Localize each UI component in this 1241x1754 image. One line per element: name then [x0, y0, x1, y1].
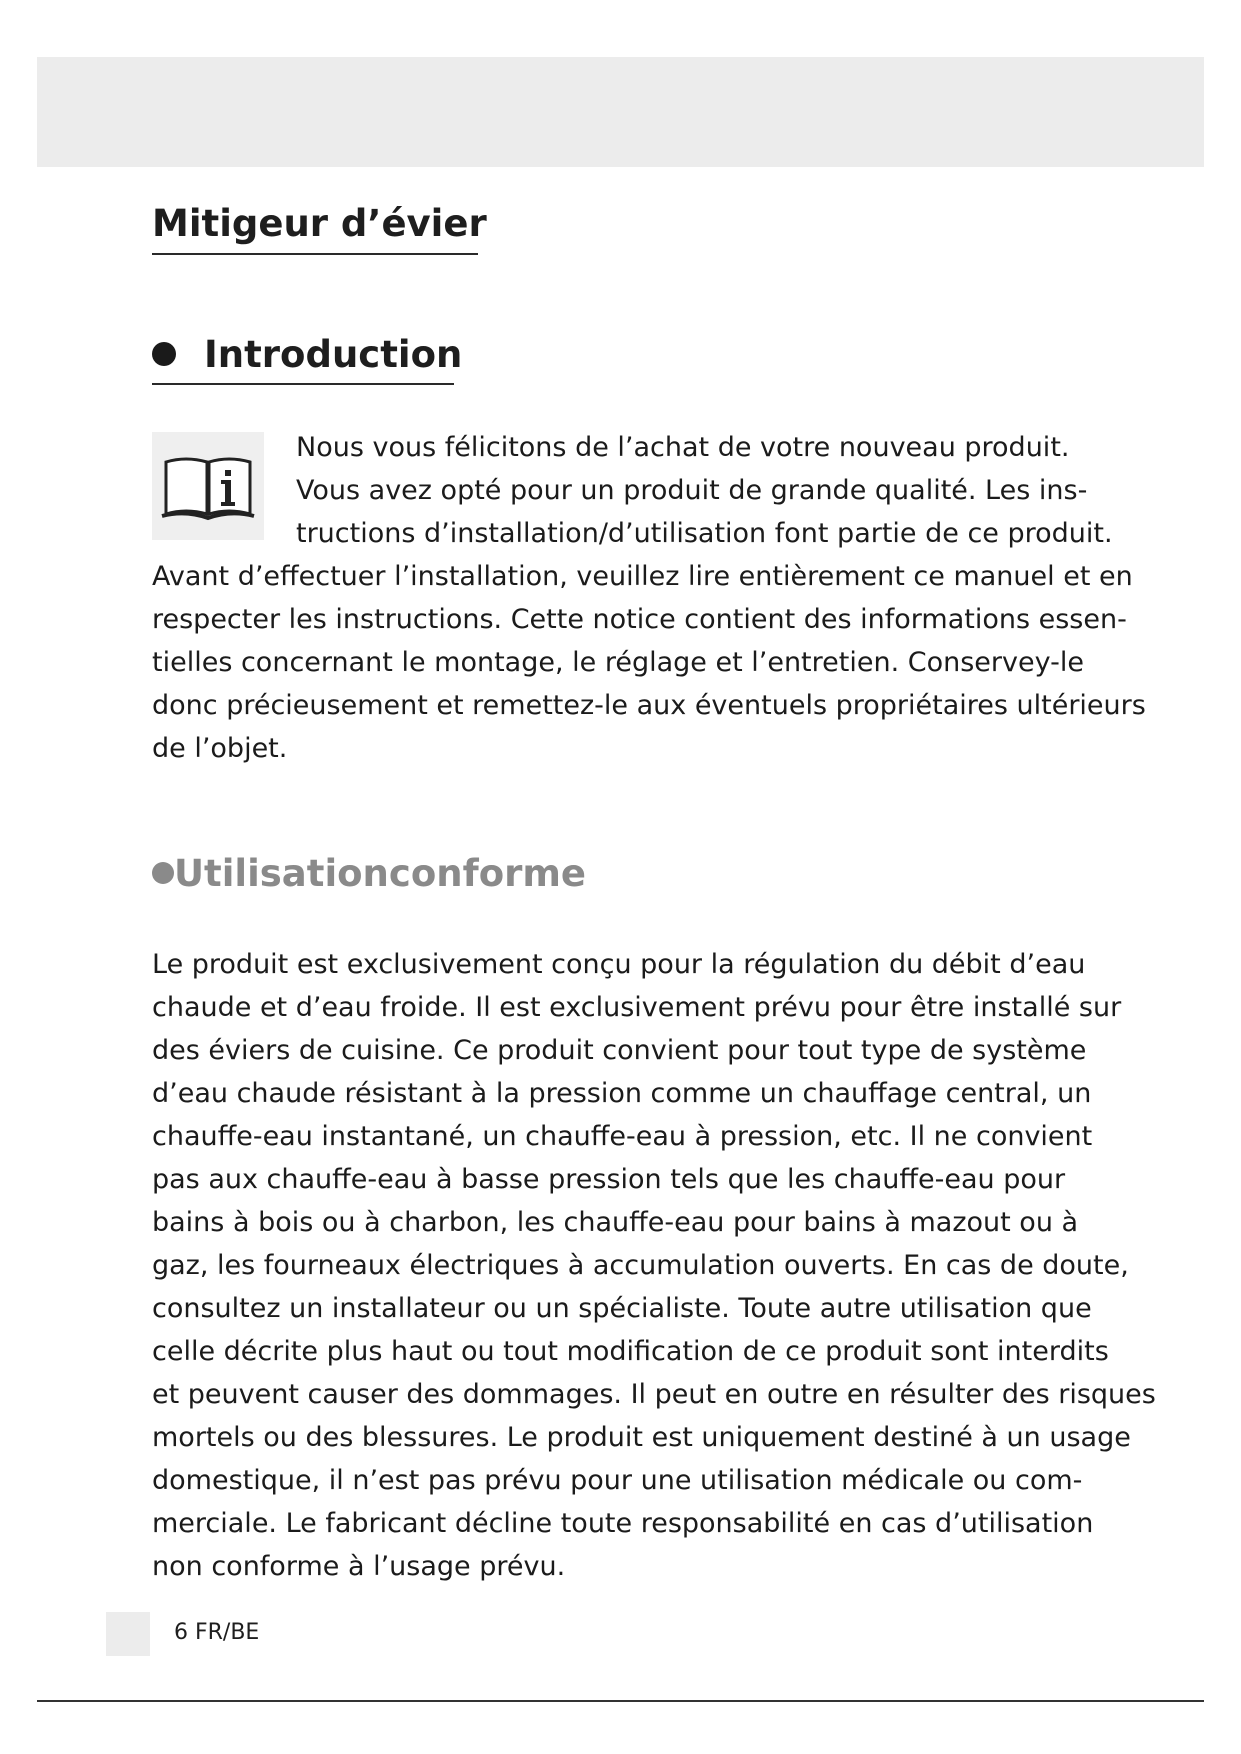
page-title: Mitigeur d’évier: [152, 202, 487, 245]
text-line: de l’objet.: [152, 733, 288, 764]
text-line: tielles concernant le montage, le réglage et l’entretien. Conservey-le: [152, 647, 1084, 678]
section-heading-introduction: [152, 333, 462, 376]
title-underline: [152, 253, 478, 255]
text-line: tructions d’installation/d’utilisation font partie de ce produit.: [296, 518, 1113, 549]
text-line: Le produit est exclusivement conçu pour la régulation du débit d’eau: [152, 949, 1086, 980]
text-line: domestique, il n’est pas prévu pour une utilisation médicale ou com-: [152, 1465, 1083, 1496]
text-line: gaz, les fourneaux électriques à accumulation ouverts. En cas de doute,: [152, 1250, 1129, 1281]
text-line: d’eau chaude résistant à la pression comme un chauffage central, un: [152, 1078, 1092, 1109]
text-line: bains à bois ou à charbon, les chauffe-eau pour bains à mazout ou à: [152, 1207, 1079, 1238]
text-line: merciale. Le fabricant décline toute responsabilité en cas d’utilisation: [152, 1508, 1094, 1539]
text-line: des éviers de cuisine. Ce produit convient pour tout type de système: [152, 1035, 1087, 1066]
header-band: [37, 57, 1204, 167]
text-line: chauffe-eau instantané, un chauffe-eau à pression, etc. Il ne convient: [152, 1121, 1093, 1152]
text-line: chaude et d’eau froide. Il est exclusivement prévu pour être installé sur: [152, 992, 1122, 1023]
section-heading-text: Utilisationconforme: [174, 852, 587, 895]
text-line: donc précieusement et remettez-le aux éventuels propriétaires ultérieurs: [152, 690, 1146, 721]
text-line: consultez un installateur ou un spécialiste. Toute autre utilisation que: [152, 1293, 1092, 1324]
text-line: et peuvent causer des dommages. Il peut en outre en résulter des risques: [152, 1379, 1156, 1410]
page-number: 6 FR/BE: [174, 1620, 260, 1645]
footer-rule: [37, 1700, 1204, 1702]
text-line: mortels ou des blessures. Le produit est uniquement destiné à un usage: [152, 1422, 1131, 1453]
info-book-icon: [152, 432, 264, 540]
text-line: pas aux chauffe-eau à basse pression tels que les chauffe-eau pour: [152, 1164, 1066, 1195]
text-line: respecter les instructions. Cette notice contient des informations essen-: [152, 604, 1127, 635]
text-line: non conforme à l’usage prévu.: [152, 1551, 566, 1582]
section-heading-usage: [152, 852, 586, 895]
text-line: Avant d’effectuer l’installation, veuillez lire entièrement ce manuel et en: [152, 561, 1133, 592]
text-line: celle décrite plus haut ou tout modification de ce produit sont interdits: [152, 1336, 1109, 1367]
text-line: Vous avez opté pour un produit de grande qualité. Les ins-: [296, 475, 1088, 506]
introduction-underline: [152, 383, 454, 385]
bullet-icon: [152, 862, 174, 884]
section-heading-text: Introduction: [204, 333, 463, 376]
text-line: Nous vous félicitons de l’achat de votre nouveau produit.: [296, 432, 1070, 463]
bullet-icon: [152, 342, 176, 366]
footer-tab: [106, 1612, 150, 1656]
